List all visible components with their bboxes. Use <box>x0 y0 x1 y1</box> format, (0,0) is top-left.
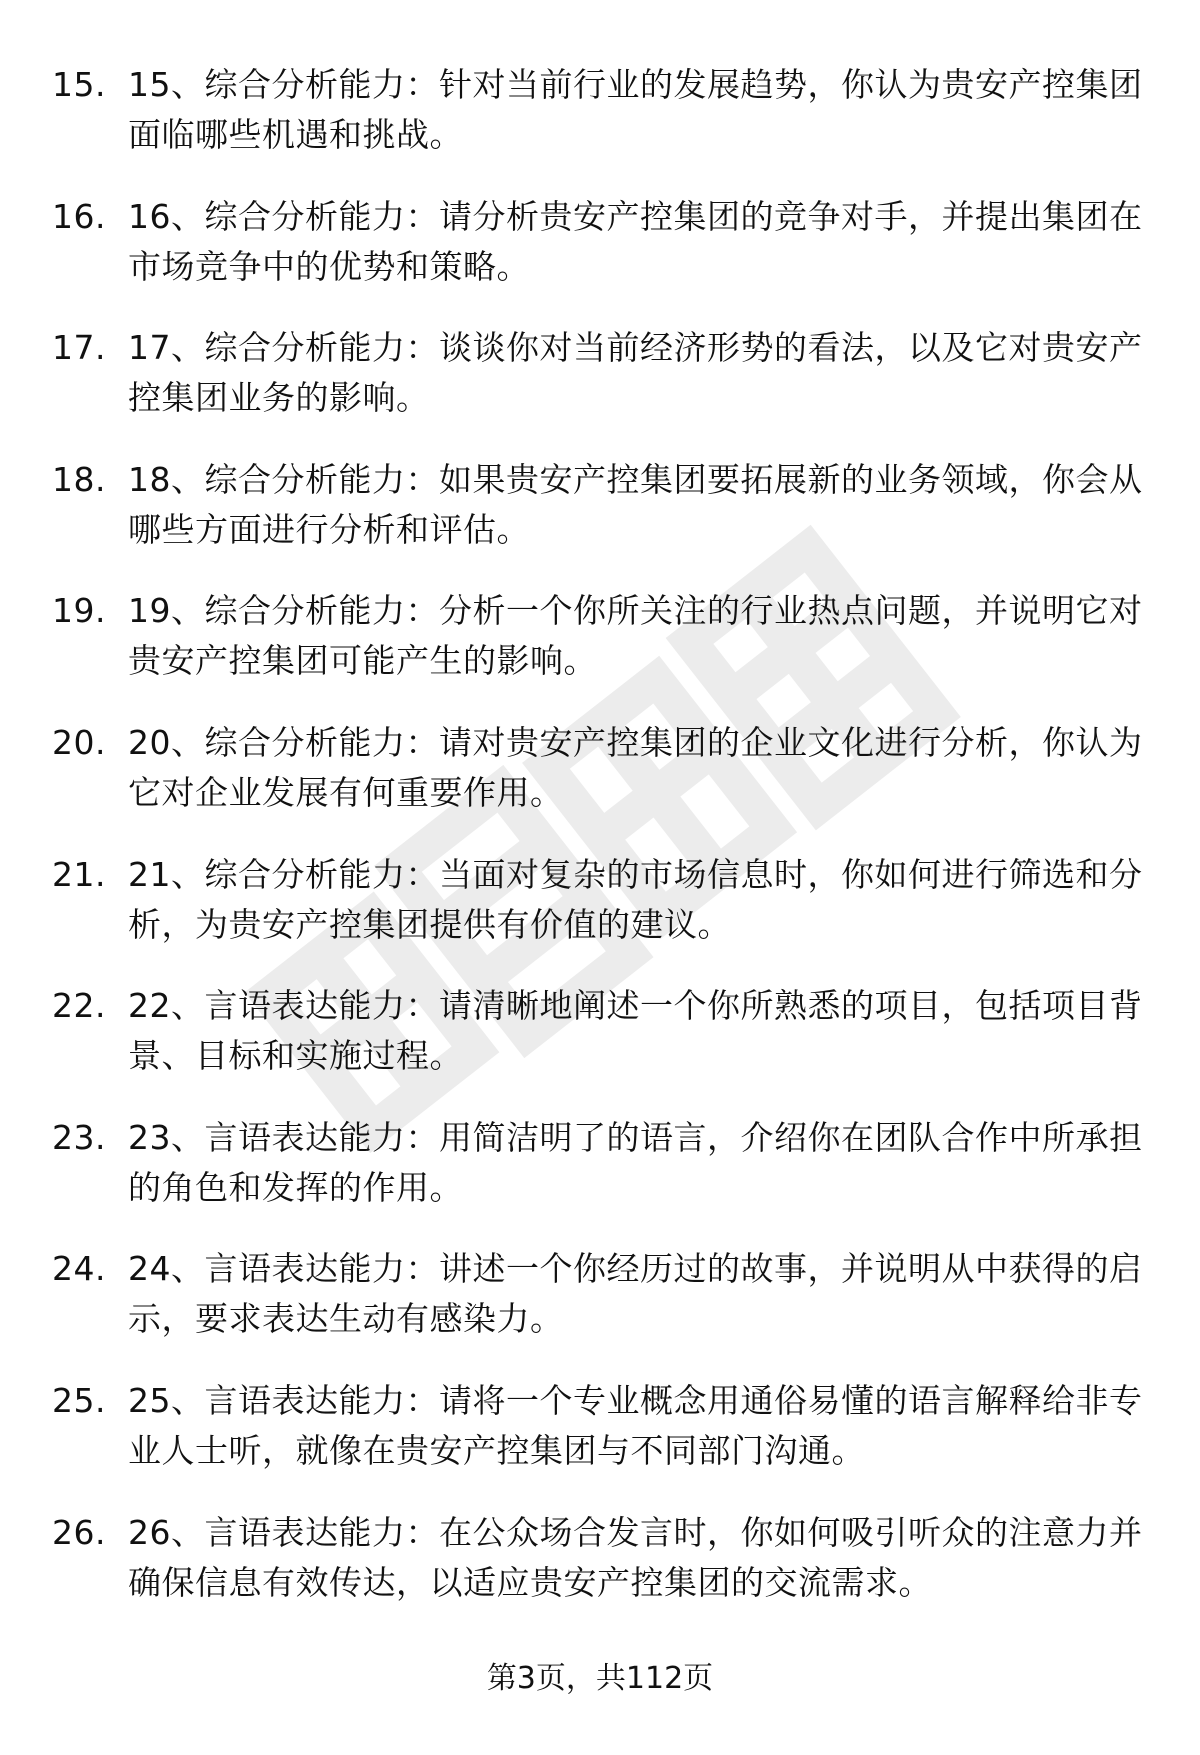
question-text: 20、综合分析能力：请对贵安产控集团的企业文化进行分析，你认为它对企业发展有何重要作用。 <box>128 722 1143 812</box>
question-number: 15. <box>52 65 106 104</box>
question-text: 19、综合分析能力：分析一个你所关注的行业热点问题，并说明它对贵安产控集团可能产生的影响。 <box>128 591 1143 681</box>
question-text: 21、综合分析能力：当面对复杂的市场信息时，你如何进行筛选和分析，为贵安产控集团提供有价值的建议。 <box>128 854 1143 944</box>
question-text: 18、综合分析能力：如果贵安产控集团要拓展新的业务领域，你会从哪些方面进行分析和评估。 <box>128 459 1143 549</box>
list-item <box>52 1244 1152 1376</box>
list-item <box>52 1508 1152 1640</box>
list-item <box>52 850 1152 982</box>
question-text: 17、综合分析能力：谈谈你对当前经济形势的看法，以及它对贵安产控集团业务的影响。 <box>128 328 1143 418</box>
question-text: 25、言语表达能力：请将一个专业概念用通俗易懂的语言解释给非专业人士听，就像在贵安产控集团与不同部门沟通。 <box>128 1380 1143 1470</box>
list-item <box>52 1113 1152 1245</box>
question-number: 24. <box>52 1249 106 1289</box>
question-list <box>52 60 1152 1639</box>
list-item <box>52 981 1152 1113</box>
question-number: 21. <box>52 854 106 894</box>
question-text: 22、言语表达能力：请清晰地阐述一个你所熟悉的项目，包括项目背景、目标和实施过程。 <box>128 986 1143 1076</box>
page-footer: 第3页，共112页 <box>486 1661 714 1696</box>
question-number: 20. <box>52 722 106 762</box>
question-number: 26. <box>52 1512 106 1552</box>
question-text: 15、综合分析能力：针对当前行业的发展趋势，你认为贵安产控集团面临哪些机遇和挑战。 <box>128 65 1143 154</box>
question-text: 16、综合分析能力：请分析贵安产控集团的竞争对手，并提出集团在市场竞争中的优势和策略。 <box>128 196 1143 286</box>
list-item <box>52 718 1152 850</box>
question-number: 22. <box>52 986 106 1026</box>
question-number: 18. <box>52 459 106 499</box>
question-text: 26、言语表达能力：在公众场合发言时，你如何吸引听众的注意力并确保信息有效传达，以适应贵安产控集团的交流需求。 <box>128 1512 1143 1602</box>
list-item <box>52 586 1152 718</box>
question-text: 24、言语表达能力：讲述一个你经历过的故事，并说明从中获得的启示，要求表达生动有感染力。 <box>128 1249 1143 1339</box>
question-number: 19. <box>52 591 106 631</box>
list-item <box>52 323 1152 455</box>
question-number: 17. <box>52 328 106 368</box>
list-item <box>52 1376 1152 1508</box>
list-item <box>52 455 1152 587</box>
question-text: 23、言语表达能力：用简洁明了的语言，介绍你在团队合作中所承担的角色和发挥的作用。 <box>128 1117 1143 1207</box>
question-number: 23. <box>52 1117 106 1157</box>
question-number: 16. <box>52 196 106 236</box>
list-item <box>52 192 1152 324</box>
list-item <box>52 60 1152 192</box>
question-number: 25. <box>52 1380 106 1420</box>
